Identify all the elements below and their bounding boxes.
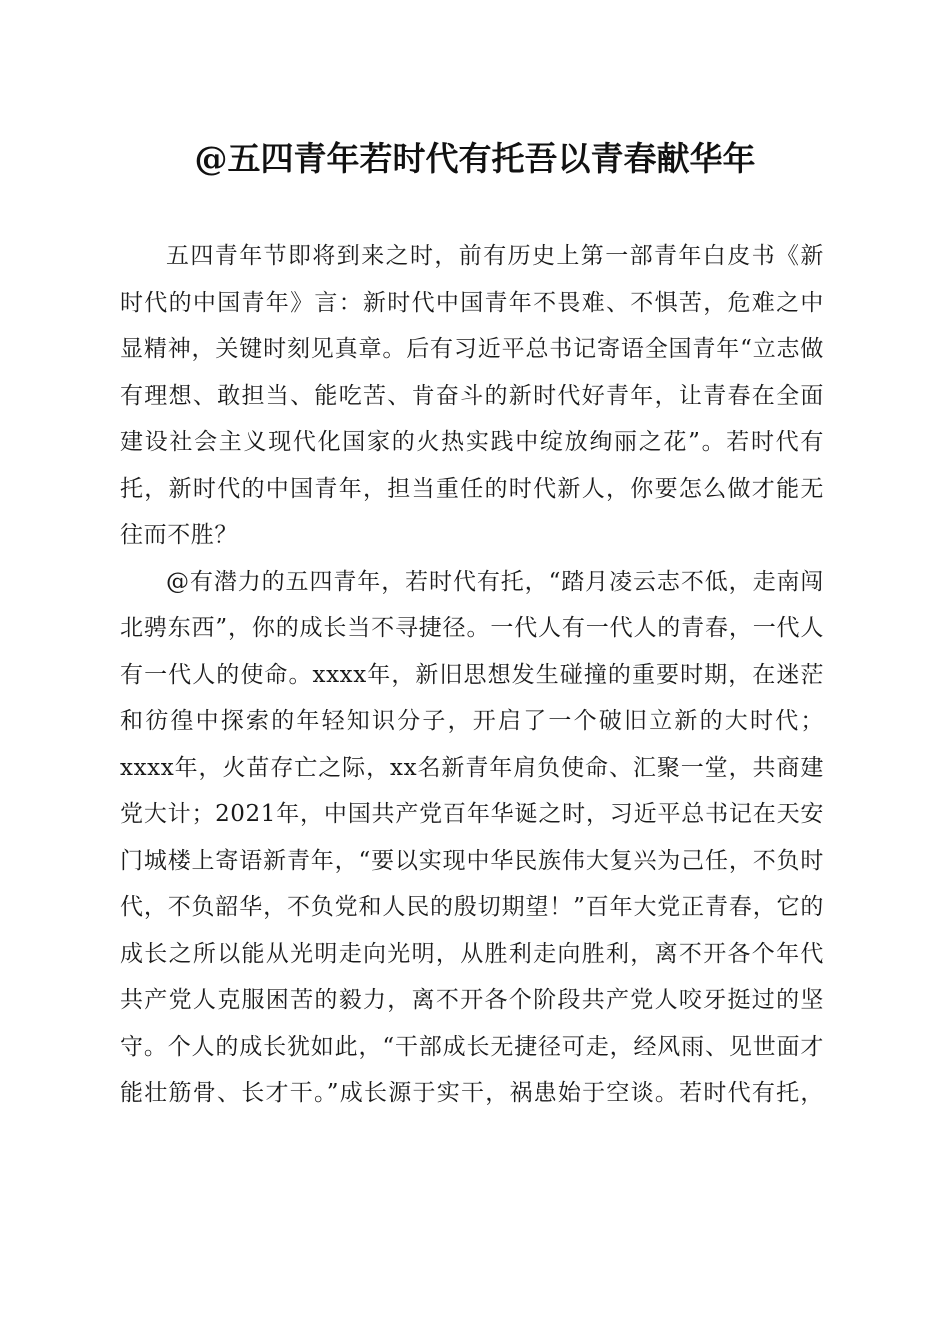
document-title: @五四青年若时代有托吾以青春献华年	[194, 139, 756, 178]
paragraph-growth: @有潜力的五四青年，若时代有托，“踏月凌云志不低，走南闯北骋东西”，你的成长当不寻捷径。一代人有一代人的青春，一代人有一代人的使命。xxxx年，新旧思想发生碰撞的重要时期，在迷茫和彷徨中探索的年轻知识分子，开启了一个破旧立新的大时代；xxxx年，火苗存亡之际，xx名新青年肩负使命、汇聚一堂，共商建党大计；2021年，中国共产党百年华诞之时，习近平总书记在天安门城楼上寄语新青年，“要以实现中华民族伟大复兴为己任，不负时代，不负韶华，不负党和人民的殷切期望！”百年大党正青春，它的成长之所以能从光明走向光明，从胜利走向胜利，离不开各个年代共产党人克服困苦的毅力，离不开各个阶段共产党人咬牙挺过的坚守。个人的成长犹如此，“干部成长无捷径可走，经风雨、见世面才能壮筋骨、长才干。”成长源于实干，祸患始于空谈。若时代有托，	[120, 568, 824, 1106]
document-body	[120, 233, 824, 1117]
paragraph-intro: 五四青年节即将到来之时，前有历史上第一部青年白皮书《新时代的中国青年》言：新时代中国青年不畏难、不惧苦，危难之中显精神，关键时刻见真章。后有习近平总书记寄语全国青年“立志做有理想、敢担当、能吃苦、肯奋斗的新时代好青年，让青春在全面建设社会主义现代化国家的火热实践中绽放绚丽之花”。若时代有托，新时代的中国青年，担当重任的时代新人，你要怎么做才能无往而不胜？	[120, 243, 824, 548]
